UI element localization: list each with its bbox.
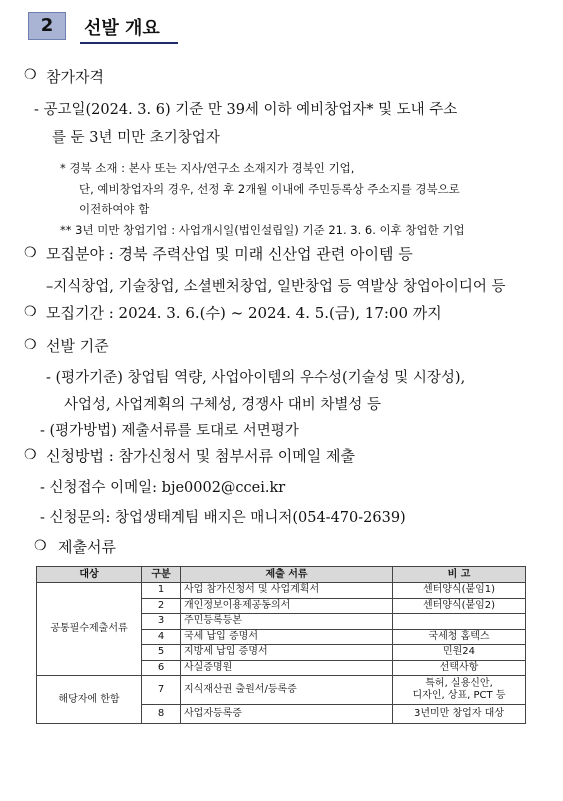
section-title: 선발 개요 bbox=[84, 18, 160, 39]
row-no: 2 bbox=[142, 598, 181, 614]
row-doc: 개인정보이용제공동의서 bbox=[181, 598, 393, 614]
eligibility-text: - 공고일(2024. 3. 6) 기준 만 39세 이하 예비창업자* 및 도내 주소 bbox=[34, 102, 458, 118]
criteria-text: - (평가기준) 창업팀 역량, 사업아이템의 우수성(기술성 및 시장성), bbox=[46, 370, 466, 386]
table-row bbox=[37, 583, 526, 599]
field-text-cont: –지식창업, 기술창업, 소셜벤처창업, 일반창업 등 역발상 창업아이디어 등 bbox=[46, 279, 506, 295]
row-note: 3년미만 창업자 대상 bbox=[393, 705, 526, 724]
group-applicable: 해당자에 한함 bbox=[37, 676, 142, 724]
row-no: 7 bbox=[142, 676, 181, 705]
row-doc: 지방세 납입 증명서 bbox=[181, 645, 393, 661]
row-no: 8 bbox=[142, 705, 181, 724]
documents-table bbox=[36, 566, 526, 724]
row-no: 4 bbox=[142, 629, 181, 645]
section-number-badge: 2 bbox=[28, 12, 66, 40]
row-note-line: 특허, 실용신안, bbox=[425, 678, 493, 689]
bullet-circle-icon: ❍ bbox=[24, 245, 37, 261]
apply-method: 신청방법 : 참가신청서 및 첨부서류 이메일 제출 bbox=[46, 447, 355, 465]
row-no: 5 bbox=[142, 645, 181, 661]
note-location-cont2: 이전하여야 함 bbox=[79, 202, 150, 216]
row-note: 선택사항 bbox=[393, 660, 526, 676]
criteria-label: 선발 기준 bbox=[46, 337, 109, 355]
row-no: 1 bbox=[142, 583, 181, 599]
row-doc: 주민등록등본 bbox=[181, 614, 393, 630]
row-note bbox=[393, 614, 526, 630]
row-doc: 지식재산권 출원서/등록증 bbox=[181, 676, 393, 705]
period-text: 모집기간 : 2024. 3. 6.(수) ~ 2024. 4. 5.(금), 17:00 까지 bbox=[46, 304, 442, 322]
row-doc: 국세 납입 증명서 bbox=[181, 629, 393, 645]
section-title-underline bbox=[80, 42, 178, 44]
bullet-circle-icon: ❍ bbox=[24, 447, 37, 463]
header-no: 구분 bbox=[142, 567, 181, 583]
bullet-circle-icon: ❍ bbox=[24, 304, 37, 320]
row-note: 센터양식(붙임1) bbox=[393, 583, 526, 599]
header-note: 비 고 bbox=[393, 567, 526, 583]
row-doc: 사실증명원 bbox=[181, 660, 393, 676]
apply-contact: - 신청문의: 창업생태계팀 배지은 매니저(054-470-2639) bbox=[40, 510, 406, 526]
row-doc: 사업자등록증 bbox=[181, 705, 393, 724]
row-note-line: 디자인, 상표, PCT 등 bbox=[412, 690, 506, 701]
note-location-cont: 단, 예비창업자의 경우, 선정 후 2개월 이내에 주민등록상 주소지를 경북으로 bbox=[79, 182, 460, 196]
header-document: 제출 서류 bbox=[181, 567, 393, 583]
eligibility-label: 참가자격 bbox=[46, 68, 104, 86]
table-row bbox=[37, 676, 526, 705]
bullet-circle-icon: ❍ bbox=[24, 337, 37, 353]
table-header-row bbox=[37, 567, 526, 583]
criteria-method: - (평가방법) 제출서류를 토대로 서면평가 bbox=[40, 423, 299, 439]
apply-email: - 신청접수 이메일: bje0002@ccei.kr bbox=[40, 480, 286, 496]
row-no: 6 bbox=[142, 660, 181, 676]
docs-label: 제출서류 bbox=[58, 538, 116, 556]
row-note: 민원24 bbox=[393, 645, 526, 661]
bullet-circle-icon: ❍ bbox=[24, 67, 37, 83]
bullet-circle-icon: ❍ bbox=[34, 538, 47, 554]
header-target: 대상 bbox=[37, 567, 142, 583]
criteria-text-cont: 사업성, 사업계획의 구체성, 경쟁사 대비 차별성 등 bbox=[64, 397, 382, 413]
row-note: 센터양식(붙임2) bbox=[393, 598, 526, 614]
field-text: 모집분야 : 경북 주력산업 및 미래 신산업 관련 아이템 등 bbox=[46, 245, 413, 263]
row-doc: 사업 참가신청서 및 사업계획서 bbox=[181, 583, 393, 599]
row-note: 국세청 홈텍스 bbox=[393, 629, 526, 645]
note-startup-age: ** 3년 미만 창업기업 : 사업개시일(법인설립일) 기준 21. 3. 6. 이후 창업한 기업 bbox=[60, 223, 465, 237]
row-no: 3 bbox=[142, 614, 181, 630]
eligibility-text-cont: 를 둔 3년 미만 초기창업자 bbox=[52, 130, 220, 146]
row-note bbox=[393, 676, 526, 705]
note-location: * 경북 소재 : 본사 또는 지사/연구소 소재지가 경북인 기업, bbox=[60, 161, 355, 175]
group-common: 공통필수제출서류 bbox=[37, 583, 142, 676]
